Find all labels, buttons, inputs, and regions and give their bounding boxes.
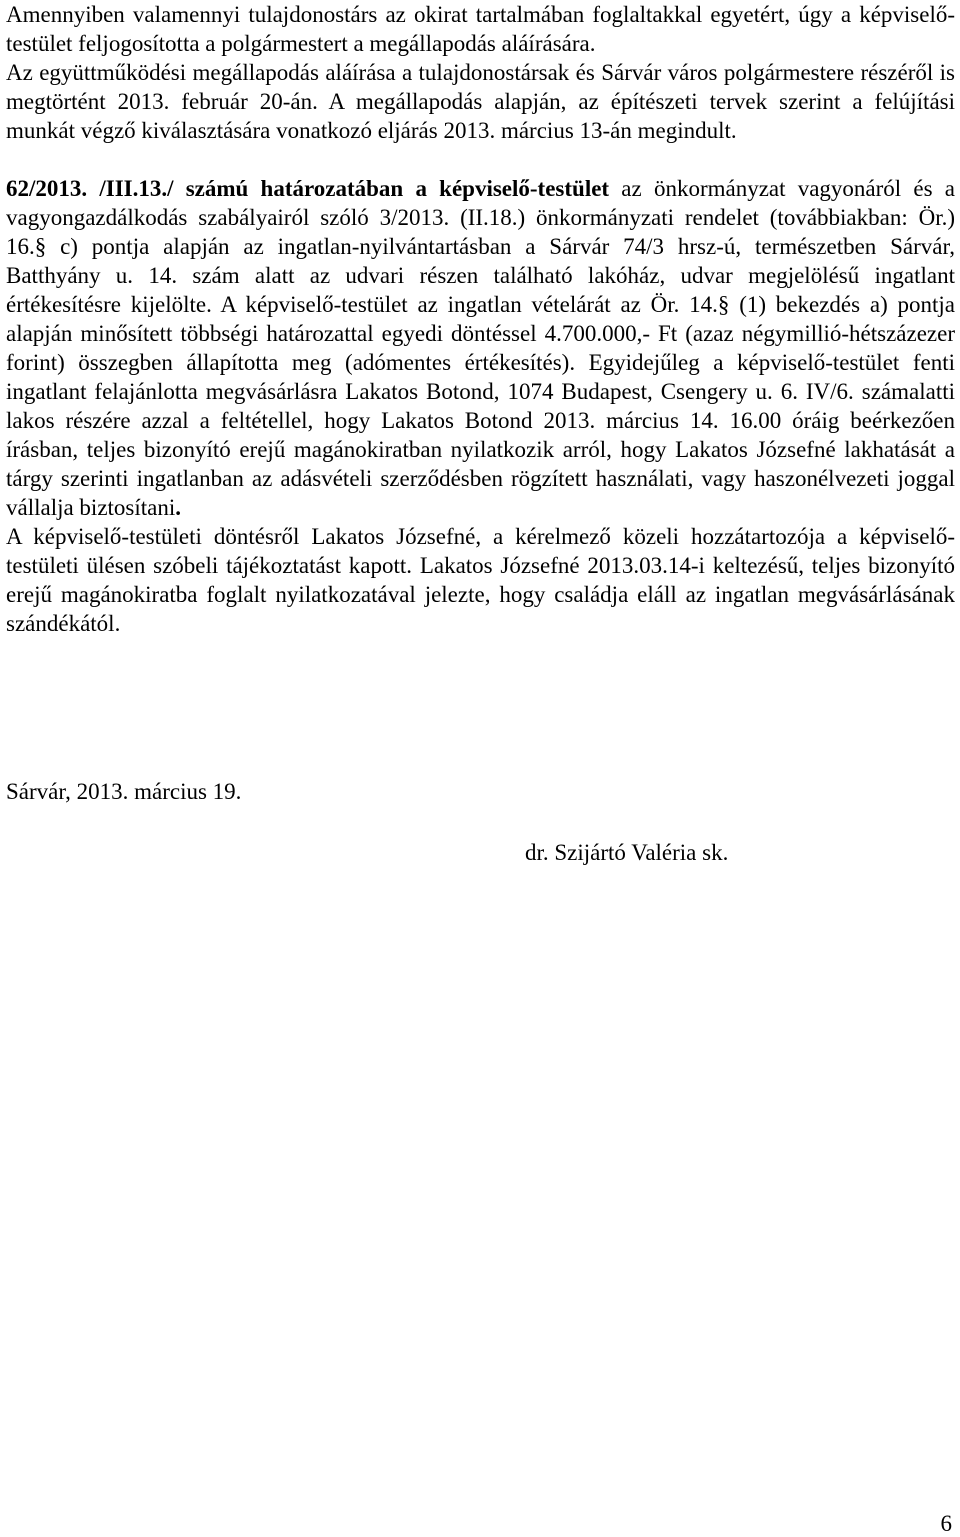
page-number: 6 bbox=[940, 1511, 952, 1536]
paragraph-resolution bbox=[6, 174, 955, 522]
paragraph-decision: A képviselő-testületi döntésről Lakatos Józsefné, a kérelmező közeli hozzátartozója a képviselő-testületi ülésen szóbeli tájékoztatást kapott. Lakatos Józsefné 2013.03.14-i keltezésű, teljes bizonyító erejű magánokiratba foglalt nyilatkozatával jelezte, hogy családja eláll az ingatlan megvásárlásának szándékától. bbox=[6, 524, 955, 636]
paragraph-approval: Amennyiben valamennyi tulajdonostárs az okirat tartalmában foglaltakkal egyetért, úgy a képviselő-testület feljogosította a polgármestert a megállapodás aláírására. bbox=[6, 2, 955, 56]
paragraph-agreement: Az együttműködési megállapodás aláírása a tulajdonostársak és Sárvár város polgármestere részéről is megtörtént 2013. február 20-án. A megállapodás alapján, az építészeti tervek szerint a felújítási munkát végző kiválasztására vonatkozó eljárás 2013. március 13-án megindult. bbox=[6, 60, 955, 143]
document-body bbox=[6, 0, 955, 638]
signature: dr. Szijártó Valéria sk. bbox=[525, 840, 729, 865]
resolution-text: az önkormányzat vagyonáról és a vagyongazdálkodás szabályairól szóló 3/2013. (II.18.) önkormányzati rendelet (továbbiakban: Ör.) 16.§ c) pontja alapján az ingatlan-nyilvántartásban a Sárvár 74/3 hrsz-ú, természetben Sárvár, Batthyány u. 14. szám alatt az udvari részen található lakóház, udvar megjelölésű ingatlant értékesítésre kijelölte. A képviselő-testület az ingatlan vételárát az Ör. 14.§ (1) bekezdés a) pontja alapján minősített többségi határozattal egyedi döntéssel 4.700.000,- Ft (azaz négymillió-hétszázezer forint) összegben állapította meg (adómentes értékesítés). Egyidejűleg a képviselő-testület fenti ingatlant felajánlotta megvásárlásra Lakatos Botond, 1074 Budapest, Csengery u. 6. IV/6. számalatti lakos részére azzal a feltétellel, hogy Lakatos Botond 2013. március 14. 16.00 óráig beérkezően írásban, teljes bizonyító erejű magánokiratban nyilatkozik arról, hogy Lakatos Józsefné lakhatását a tárgy szerinti ingatlanban az adásvételi szerződésben rögzített használati, vagy haszonélvezeti joggal vállalja biztosítani bbox=[6, 176, 955, 520]
date-place: Sárvár, 2013. március 19. bbox=[6, 779, 242, 804]
resolution-reference: 62/2013. /III.13./ számú határozatában a képviselő-testület bbox=[6, 176, 610, 201]
resolution-end-mark: . bbox=[175, 495, 182, 520]
